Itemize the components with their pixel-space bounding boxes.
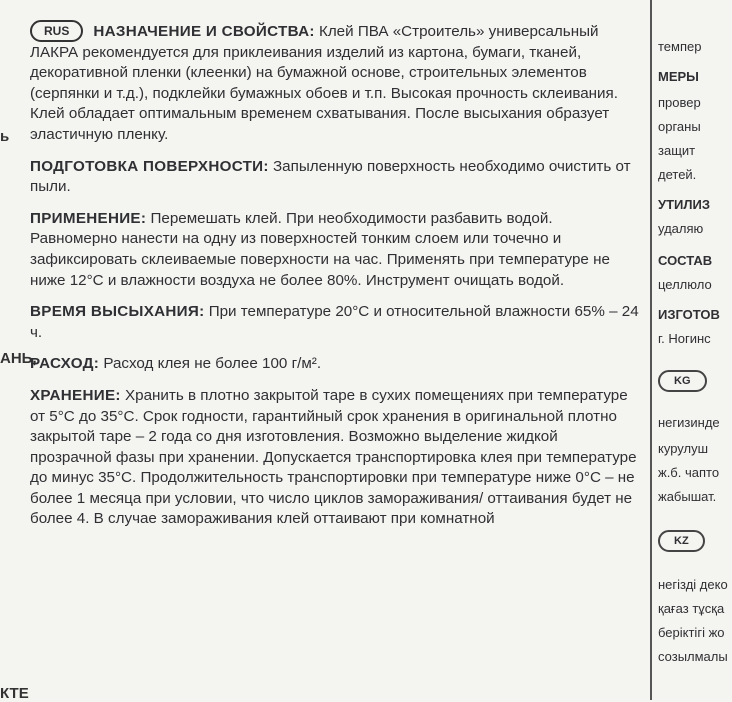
right-fragment: жабышат. [658,489,717,504]
right-fragment: г. Ногинс [658,331,711,346]
purpose-section [30,20,640,146]
right-fragment: темпер [658,39,702,54]
right-fragment: беріктігі жо [658,625,725,640]
storage-text: Хранить в плотно закрытой таре в сухих помещениях при температуре от 5°С до 35°С. Срок годности, гарантийный срок хранения в оригинальной плотно закрытой таре – 2 года со дня изготовления. Возможно выделение жидкой прозрачной фазы при хранении. Допускается транспортировка клея при температуре до минус 35°С. Продолжительность транспортировки при температуре ниже 0°С – не более 1 месяца при условии, что число циклов замораживания/ оттаивания будет не более 4. В случае замораживания клей оттаивают при комнатной [30,386,637,528]
left-fragment-3: КТЕ [0,685,29,702]
right-fragment: органы [658,119,701,134]
surface-prep-heading: ПОДГОТОВКА ПОВЕРХНОСТИ: [30,157,269,175]
consumption-text: Расход клея не более 100 г/м². [103,355,322,373]
right-fragment: ж.б. чапто [658,465,720,480]
right-fragment: негізді деко [658,577,728,592]
right-fragment: УТИЛИЗ [658,197,710,212]
right-column-fragments [650,0,732,700]
drying-time-section [30,302,640,343]
application-section [30,209,640,291]
right-fragment: курулуш [658,441,709,456]
right-fragment: провер [658,95,701,110]
surface-prep-text: Запыленную поверхность необходимо очистить от пыли. [30,157,631,196]
drying-time-heading: ВРЕМЯ ВЫСЫХАНИЯ: [30,303,205,321]
consumption-section [30,354,640,375]
application-text: Перемешать клей. При необходимости разбавить водой. Равномерно нанести на одну из поверхностей тонким слоем или точечно и зафиксировать склеиваемые поверхности на час. Применять при температуре не ниже 12°С и влажности воздуха не более 80%. Инструмент очищать водой. [30,209,610,289]
right-fragment: детей. [658,167,697,182]
application-heading: ПРИМЕНЕНИЕ: [30,209,147,227]
rus-language-badge: RUS [30,20,83,42]
consumption-heading: РАСХОД: [30,355,100,373]
right-fragment: негизинде [658,415,720,430]
right-fragment: СОСТАВ [658,253,713,268]
main-text-column [30,20,640,541]
surface-prep-section [30,157,640,198]
left-fragment-2: АНЬ, [0,350,37,367]
purpose-heading: НАЗНАЧЕНИЕ И СВОЙСТВА: [93,23,315,40]
storage-heading: ХРАНЕНИЕ: [30,386,121,404]
right-fragment: защит [658,143,696,158]
kz-language-badge: KZ [658,530,705,552]
right-fragment: созылмалы [658,649,728,664]
purpose-text: Клей ПВА «Строитель» универсальный ЛАКРА рекомендуется для приклеивания изделий из картона, бумаги, тканей, декоративной пленки (клеенки) на бумажной основе, строительных элементов (серпянки и т.д.), подклейки бумажных обоев и т.п. Высокая прочность склеивания. Клей обладает оптимальным временем схватывания. После высыхания образует эластичную пленку. [30,23,618,143]
right-fragment: ИЗГОТОВ [658,307,720,322]
storage-section [30,386,640,530]
right-fragment: удаляю [658,221,704,236]
left-fragment-1: ь [0,128,10,145]
left-margin-fragments [0,0,37,702]
drying-time-text: При температуре 20°С и относительной влажности 65% – 24 ч. [30,303,639,341]
right-fragment: қағаз тұсқа [658,601,725,616]
right-fragment: МЕРЫ [658,69,699,84]
kg-language-badge: KG [658,370,707,392]
right-fragment: целлюло [658,277,712,292]
